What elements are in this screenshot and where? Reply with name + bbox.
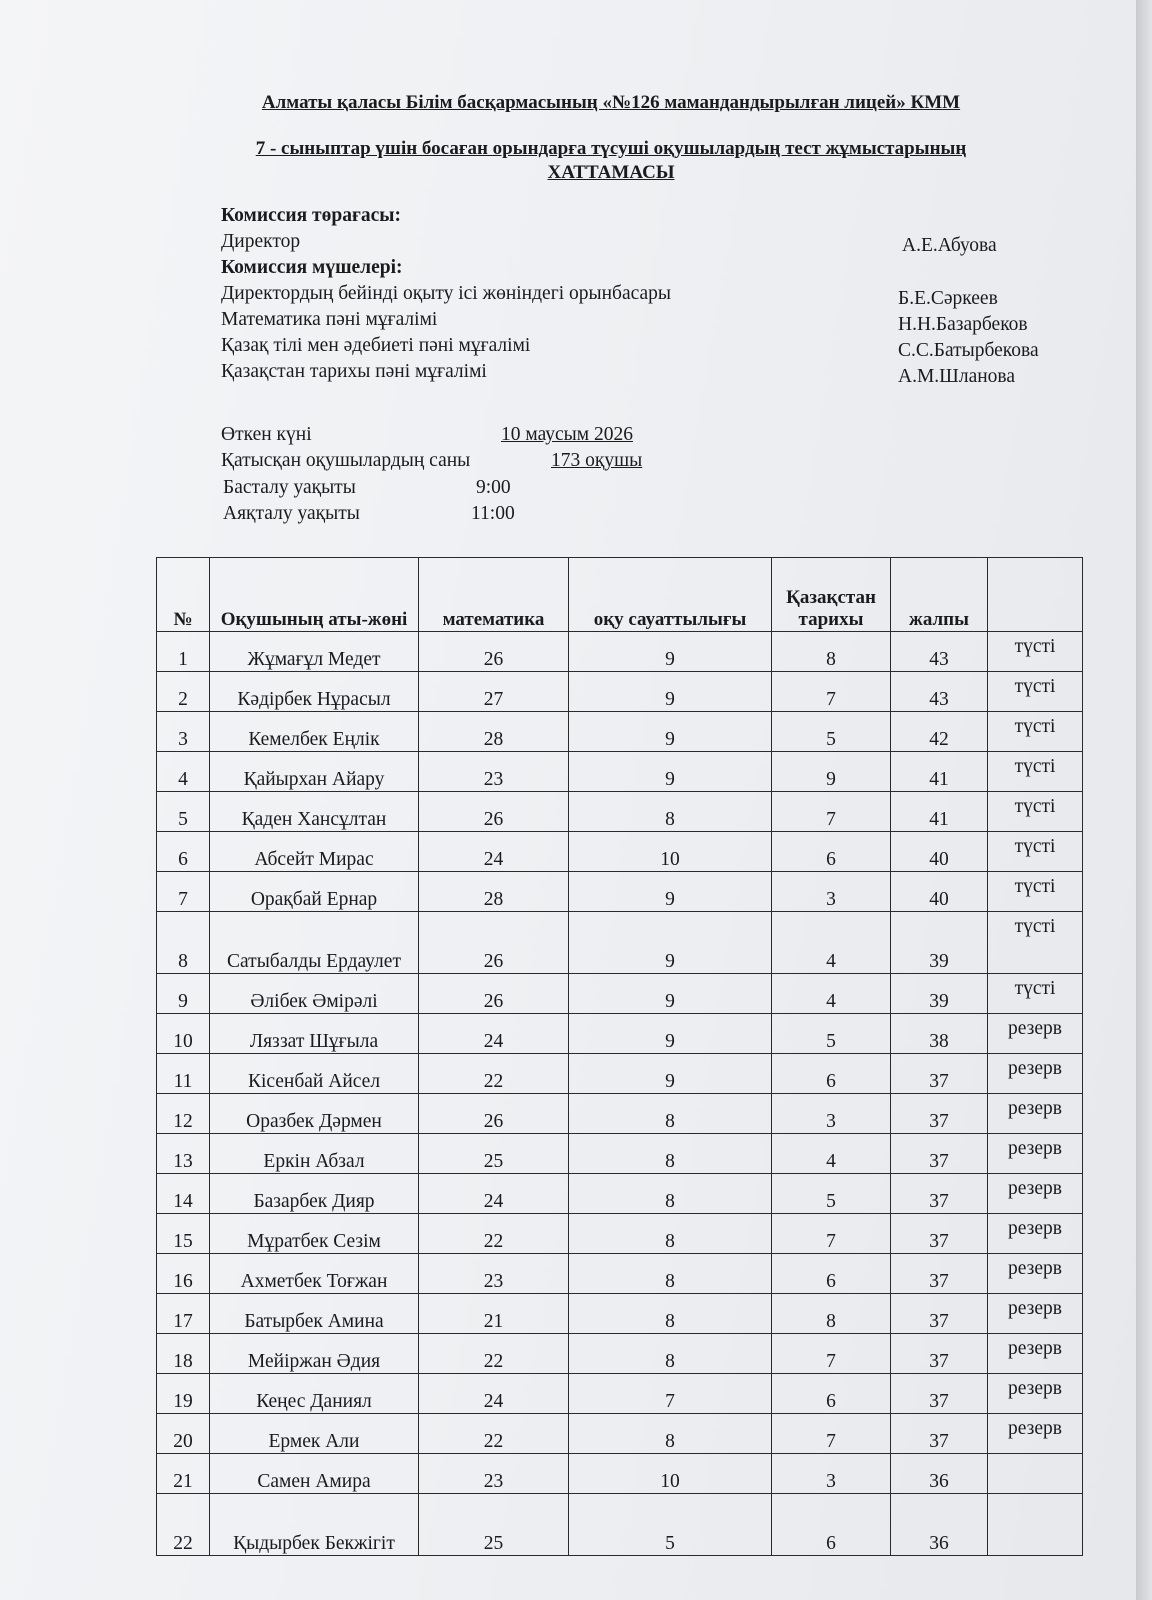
count-value: 173 оқушы (551, 450, 643, 471)
member-name: Н.Н.Базарбеков (898, 314, 1028, 335)
date-value: 10 маусым 2026 (501, 424, 633, 445)
total-score: 37 (891, 1414, 988, 1454)
commission-block (221, 203, 671, 385)
math-score: 28 (419, 712, 569, 752)
table-row (157, 632, 1083, 672)
row-number: 19 (157, 1374, 210, 1414)
student-name: Қыдырбек Бекжігіт (210, 1494, 419, 1556)
student-name: Кісенбай Айсел (210, 1054, 419, 1094)
row-number: 7 (157, 872, 210, 912)
table-row (157, 1254, 1083, 1294)
math-score: 26 (419, 792, 569, 832)
status-cell: резерв (988, 1014, 1083, 1054)
total-score: 41 (891, 792, 988, 832)
history-score: 8 (772, 632, 891, 672)
member-role: Қазақ тілі мен әдебиеті пәні мұғалімі (221, 335, 531, 356)
table-row (157, 912, 1083, 974)
results-table-body (157, 632, 1083, 1556)
row-number: 4 (157, 752, 210, 792)
reading-score: 9 (569, 974, 772, 1014)
student-name: Жұмағұл Медет (210, 632, 419, 672)
table-row (157, 1414, 1083, 1454)
math-score: 25 (419, 1134, 569, 1174)
member-name: Б.Е.Сәркеев (898, 288, 998, 309)
row-number: 15 (157, 1214, 210, 1254)
math-score: 22 (419, 1214, 569, 1254)
reading-score: 9 (569, 1014, 772, 1054)
status-cell: резерв (988, 1374, 1083, 1414)
math-score: 24 (419, 1014, 569, 1054)
status-cell: түсті (988, 632, 1083, 672)
total-score: 37 (891, 1174, 988, 1214)
reading-score: 10 (569, 832, 772, 872)
history-score: 5 (772, 1174, 891, 1214)
student-name: Ахметбек Тоғжан (210, 1254, 419, 1294)
student-name: Мұратбек Сезім (210, 1214, 419, 1254)
history-score: 6 (772, 832, 891, 872)
reading-score: 8 (569, 1334, 772, 1374)
status-cell (988, 1454, 1083, 1494)
total-score: 39 (891, 974, 988, 1014)
column-header-math: математика (419, 558, 569, 632)
math-score: 22 (419, 1414, 569, 1454)
math-score: 26 (419, 974, 569, 1014)
table-row (157, 752, 1083, 792)
student-name: Мейіржан Әдия (210, 1334, 419, 1374)
status-cell: резерв (988, 1414, 1083, 1454)
reading-score: 10 (569, 1454, 772, 1494)
math-score: 26 (419, 1094, 569, 1134)
reading-score: 9 (569, 752, 772, 792)
reading-score: 8 (569, 1094, 772, 1134)
history-score: 6 (772, 1494, 891, 1556)
student-name: Оразбек Дәрмен (210, 1094, 419, 1134)
results-table (156, 557, 1083, 1556)
total-score: 41 (891, 752, 988, 792)
total-score: 43 (891, 632, 988, 672)
table-row (157, 1294, 1083, 1334)
row-number: 17 (157, 1294, 210, 1334)
student-name: Кемелбек Еңлік (210, 712, 419, 752)
total-score: 36 (891, 1494, 988, 1556)
student-name: Қаден Хансұлтан (210, 792, 419, 832)
count-label: Қатысқан оқушылардың саны (221, 450, 471, 471)
math-score: 22 (419, 1054, 569, 1094)
table-row (157, 1374, 1083, 1414)
history-score: 3 (772, 872, 891, 912)
history-score: 3 (772, 1454, 891, 1494)
math-score: 28 (419, 872, 569, 912)
math-score: 24 (419, 832, 569, 872)
table-row (157, 872, 1083, 912)
total-score: 37 (891, 1294, 988, 1334)
status-cell: резерв (988, 1214, 1083, 1254)
table-header-row (157, 558, 1083, 632)
column-header-history: Қазақстан тарихы (772, 558, 891, 632)
row-number: 22 (157, 1494, 210, 1556)
member-role: Математика пәні мұғалімі (221, 309, 438, 330)
status-cell: түсті (988, 672, 1083, 712)
math-score: 23 (419, 752, 569, 792)
history-score: 4 (772, 912, 891, 974)
table-row (157, 1334, 1083, 1374)
row-number: 18 (157, 1334, 210, 1374)
row-number: 3 (157, 712, 210, 752)
math-score: 24 (419, 1374, 569, 1414)
row-number: 8 (157, 912, 210, 974)
status-cell: резерв (988, 1054, 1083, 1094)
total-score: 42 (891, 712, 988, 752)
student-name: Сатыбалды Ердаулет (210, 912, 419, 974)
history-score: 8 (772, 1294, 891, 1334)
row-number: 13 (157, 1134, 210, 1174)
row-number: 21 (157, 1454, 210, 1494)
reading-score: 9 (569, 872, 772, 912)
total-score: 37 (891, 1134, 988, 1174)
total-score: 40 (891, 872, 988, 912)
column-header-name: Оқушының аты-жөні (210, 558, 419, 632)
total-score: 37 (891, 1054, 988, 1094)
status-cell: түсті (988, 912, 1083, 974)
reading-score: 8 (569, 1414, 772, 1454)
row-number: 11 (157, 1054, 210, 1094)
reading-score: 9 (569, 632, 772, 672)
table-row (157, 1054, 1083, 1094)
member-role: Қазақстан тарихы пәні мұғалімі (221, 361, 487, 382)
student-name: Еркін Абзал (210, 1134, 419, 1174)
student-name: Абсейт Мирас (210, 832, 419, 872)
student-name: Кеңес Даниял (210, 1374, 419, 1414)
math-score: 27 (419, 672, 569, 712)
total-score: 40 (891, 832, 988, 872)
table-row (157, 672, 1083, 712)
total-score: 43 (891, 672, 988, 712)
start-value: 9:00 (476, 477, 511, 498)
row-number: 1 (157, 632, 210, 672)
history-score: 4 (772, 1134, 891, 1174)
status-cell: резерв (988, 1254, 1083, 1294)
reading-score: 7 (569, 1374, 772, 1414)
status-cell: түсті (988, 872, 1083, 912)
row-number: 10 (157, 1014, 210, 1054)
history-score: 6 (772, 1054, 891, 1094)
reading-score: 8 (569, 1134, 772, 1174)
column-header-reading: оқу сауаттылығы (569, 558, 772, 632)
table-row (157, 974, 1083, 1014)
status-cell: резерв (988, 1294, 1083, 1334)
column-header-status (988, 558, 1083, 632)
total-score: 37 (891, 1374, 988, 1414)
history-score: 7 (772, 1414, 891, 1454)
history-score: 7 (772, 792, 891, 832)
total-score: 37 (891, 1254, 988, 1294)
end-label: Аяқталу уақыты (223, 503, 360, 524)
page-edge (1136, 0, 1152, 1600)
table-row (157, 1454, 1083, 1494)
row-number: 9 (157, 974, 210, 1014)
table-row (157, 1094, 1083, 1134)
history-score: 3 (772, 1094, 891, 1134)
reading-score: 9 (569, 672, 772, 712)
status-cell: резерв (988, 1134, 1083, 1174)
math-score: 23 (419, 1254, 569, 1294)
history-score: 7 (772, 1214, 891, 1254)
total-score: 37 (891, 1334, 988, 1374)
row-number: 12 (157, 1094, 210, 1134)
status-cell: резерв (988, 1094, 1083, 1134)
table-row (157, 792, 1083, 832)
document-title: ХАТТАМАСЫ (547, 162, 675, 183)
chair-heading: Комиссия төрағасы: (221, 205, 401, 226)
total-score: 37 (891, 1214, 988, 1254)
history-score: 7 (772, 1334, 891, 1374)
date-label: Өткен күні (221, 424, 312, 445)
student-name: Кәдірбек Нұрасыл (210, 672, 419, 712)
history-score: 9 (772, 752, 891, 792)
reading-score: 8 (569, 1254, 772, 1294)
status-cell: түсті (988, 752, 1083, 792)
reading-score: 8 (569, 1174, 772, 1214)
total-score: 37 (891, 1094, 988, 1134)
reading-score: 5 (569, 1494, 772, 1556)
math-score: 22 (419, 1334, 569, 1374)
column-header-number: № (157, 558, 210, 632)
member-name: А.М.Шланова (898, 366, 1016, 387)
row-number: 6 (157, 832, 210, 872)
student-name: Базарбек Дияр (210, 1174, 419, 1214)
table-row (157, 1134, 1083, 1174)
history-score: 6 (772, 1254, 891, 1294)
reading-score: 9 (569, 712, 772, 752)
start-label: Басталу уақыты (223, 477, 356, 498)
history-score: 4 (772, 974, 891, 1014)
reading-score: 9 (569, 1054, 772, 1094)
row-number: 14 (157, 1174, 210, 1214)
student-name: Қайырхан Айару (210, 752, 419, 792)
history-score: 5 (772, 1014, 891, 1054)
member-role: Директордың бейінді оқыту ісі жөніндегі орынбасары (221, 283, 671, 304)
status-cell: резерв (988, 1174, 1083, 1214)
math-score: 26 (419, 912, 569, 974)
total-score: 39 (891, 912, 988, 974)
math-score: 23 (419, 1454, 569, 1494)
math-score: 21 (419, 1294, 569, 1334)
math-score: 26 (419, 632, 569, 672)
row-number: 5 (157, 792, 210, 832)
total-score: 36 (891, 1454, 988, 1494)
row-number: 16 (157, 1254, 210, 1294)
column-header-total: жалпы (891, 558, 988, 632)
member-name: С.С.Батырбекова (898, 340, 1039, 361)
status-cell: резерв (988, 1334, 1083, 1374)
table-row (157, 1494, 1083, 1556)
math-score: 24 (419, 1174, 569, 1214)
student-name: Ляззат Шұғыла (210, 1014, 419, 1054)
document-header-org: Алматы қаласы Білім басқармасының «№126 мамандандырылған лицей» КММ (261, 92, 961, 113)
history-score: 6 (772, 1374, 891, 1414)
table-row (157, 712, 1083, 752)
reading-score: 8 (569, 792, 772, 832)
table-row (157, 832, 1083, 872)
table-row (157, 1214, 1083, 1254)
student-name: Орақбай Ернар (210, 872, 419, 912)
chair-name: А.Е.Абуова (902, 235, 997, 256)
status-cell: түсті (988, 974, 1083, 1014)
student-name: Самен Амира (210, 1454, 419, 1494)
status-cell (988, 1494, 1083, 1556)
reading-score: 8 (569, 1214, 772, 1254)
row-number: 20 (157, 1414, 210, 1454)
document-header-subject: 7 - сыныптар үшін босаған орындарға түсуші оқушылардың тест жұмыстарының (255, 138, 967, 159)
student-name: Ермек Али (210, 1414, 419, 1454)
history-score: 7 (772, 672, 891, 712)
end-value: 11:00 (471, 503, 515, 524)
student-name: Әлібек Әмірәлі (210, 974, 419, 1014)
members-heading: Комиссия мүшелері: (221, 257, 403, 278)
reading-score: 9 (569, 912, 772, 974)
total-score: 38 (891, 1014, 988, 1054)
student-name: Батырбек Амина (210, 1294, 419, 1334)
status-cell: түсті (988, 792, 1083, 832)
history-score: 5 (772, 712, 891, 752)
status-cell: түсті (988, 832, 1083, 872)
status-cell: түсті (988, 712, 1083, 752)
table-row (157, 1174, 1083, 1214)
chair-role: Директор (221, 231, 301, 252)
math-score: 25 (419, 1494, 569, 1556)
reading-score: 8 (569, 1294, 772, 1334)
row-number: 2 (157, 672, 210, 712)
table-row (157, 1014, 1083, 1054)
